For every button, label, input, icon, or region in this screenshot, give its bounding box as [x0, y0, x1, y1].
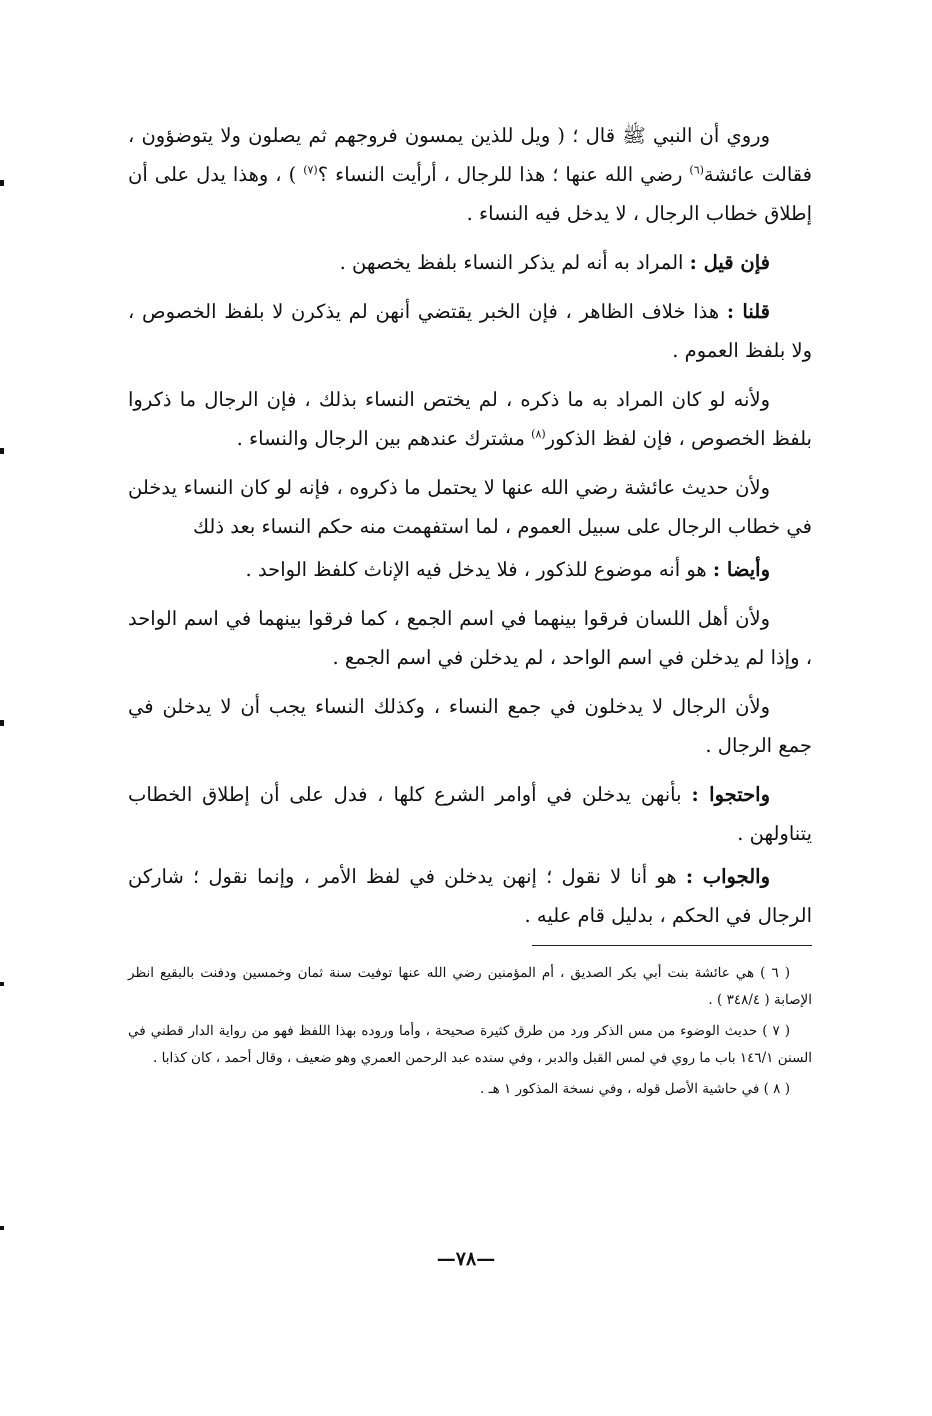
lead-word: واحتجوا :	[691, 783, 771, 806]
lead-word: قلنا :	[726, 300, 770, 323]
lead-word: فإن قيل :	[689, 251, 770, 274]
page-content	[128, 116, 812, 1107]
paragraph-7: ولأن أهل اللسان فرقوا بينهما في اسم الجمع ، كما فرقوا بينهما في اسم الواحد ، وإذا لم يدخلن في اسم الواحد ، لم يدخلن في اسم الجمع .	[128, 607, 812, 669]
paragraph-9: واحتجوا : بأنهن يدخلن في أوامر الشرع كلها ، فدل على أن إطلاق الخطاب يتناولهن .	[128, 783, 812, 845]
paragraph-3: قلنا : هذا خلاف الظاهر ، فإن الخبر يقتضي أنهن لم يذكرن لا بلفظ الخصوص ، ولا بلفظ العموم .	[128, 300, 812, 362]
paragraph-1: وروي أن النبي ﷺ قال ؛ ( ويل للذين يمسون فروجهم ثم يصلون ولا يتوضؤون ، فقالت عائشة$^{(٦)}$ رضي الله عنها ؛ هذا للرجال ، أرأيت النساء ؟$^{(٧)}$ ) ، وهذا يدل على أن إطلاق خطاب الرجال ، لا يدخل فيه النساء .	[128, 124, 812, 225]
paragraph-10: والجواب : هو أنا لا نقول ؛ إنهن يدخلن في لفظ الأمر ، وإنما نقول ؛ شاركن الرجال في الحكم ، بدليل قام عليه .	[128, 865, 812, 927]
scan-edge-mark	[0, 448, 4, 454]
lead-word: وأيضا :	[712, 558, 770, 581]
paragraph-2: فإن قيل : المراد به أنه لم يذكر النساء بلفظ يخصهن .	[339, 251, 770, 274]
paragraph-5: ولأن حديث عائشة رضي الله عنها لا يحتمل ما ذكروه ، فإنه لو كان النساء يدخلن في خطاب الرجال على سبيل العموم ، لما استفهمت منه حكم النساء بعد ذلك	[128, 476, 812, 538]
scan-edge-mark	[0, 982, 4, 986]
scan-edge-mark	[0, 180, 4, 186]
scan-edge-mark	[0, 1226, 4, 1230]
footnote-7: ( ٧ ) حديث الوضوء من مس الذكر ورد من طرق كثيرة صحيحة ، وأما وروده بهذا اللفظ فهو من رواية الدار قطني في السنن ١٤٦/١ باب ما روي في لمس القبل والدبر ، وفي سنده عبد الرحمن العمري وهو ضعيف ، وقال أحمد ، كان كذابا .	[128, 1023, 812, 1066]
scan-edge-mark	[0, 720, 4, 726]
footnote-ref-7[interactable]: (٧)	[303, 163, 318, 177]
paragraph-4: ولأنه لو كان المراد به ما ذكره ، لم يختص النساء بذلك ، فإن الرجال ما ذكروا بلفظ الخصوص ، فإن لفظ الذكور$^{(٨)}$ مشترك عندهم بين الرجال والنساء .	[128, 388, 812, 450]
lead-word: والجواب :	[685, 865, 770, 888]
footnote-ref-6[interactable]: (٦)	[689, 163, 704, 177]
paragraph-6: وأيضا : هو أنه موضوع للذكور ، فلا يدخل فيه الإناث كلفظ الواحد .	[245, 558, 770, 581]
page-number: —٧٨—	[436, 1248, 496, 1270]
paragraph-8: ولأن الرجال لا يدخلون في جمع النساء ، وكذلك النساء يجب أن لا يدخلن في جمع الرجال .	[128, 695, 812, 757]
footnote-divider	[532, 945, 812, 946]
footnote-ref-8[interactable]: (٨)	[531, 427, 546, 441]
footnote-8: ( ٨ ) في حاشية الأصل قوله ، وفي نسخة المذكور ١ هـ .	[480, 1081, 790, 1097]
footnote-6: ( ٦ ) هي عائشة بنت أبي بكر الصديق ، أم المؤمنين رضي الله عنها توفيت سنة ثمان وخمسين ودفنت بالبقيع انظر الإصابة ( ٣٤٨/٤ ) .	[128, 965, 812, 1008]
